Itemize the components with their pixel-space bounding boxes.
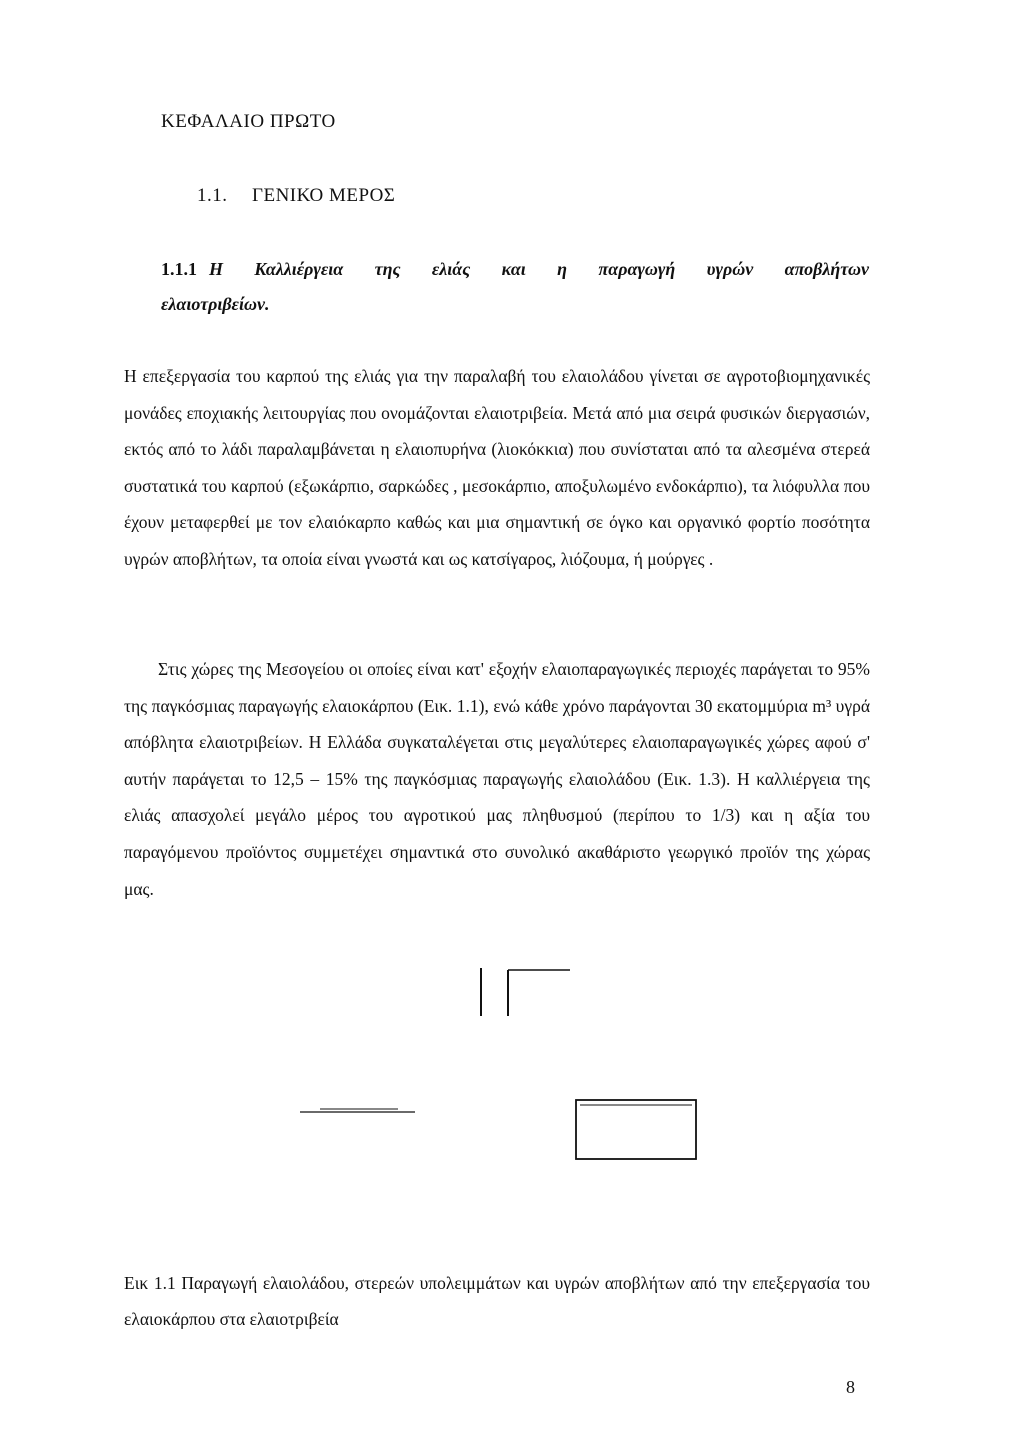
subsection-title-line1: Η Καλλιέργεια της ελιάς και η παραγωγή υγρών αποβλήτων	[209, 259, 869, 279]
paragraph-2: Στις χώρες της Μεσογείου οι οποίες είναι κατ' εξοχήν ελαιοπαραγωγικές περιοχές παράγεται το 95% της παγκόσμιας παραγωγής ελαιοκάρπου (Εικ. 1.1), ενώ κάθε χρόνο παράγονται 30 εκατομμύρια m³ υγρά απόβλητα ελαιοτριβείων. Η Ελλάδα συγκαταλέγεται στις μεγαλύτερες ελαιοπαραγωγικές χώρες αφού σ' αυτήν παράγεται το 12,5 – 15% της παγκόσμιας παραγωγής ελαιολάδου (Εικ. 1.3). Η καλλιέργεια της ελιάς απασχολεί μεγάλο μέρος του αγροτικού μας πληθυσμού (περίπου το 1/3) και η αξία του παραγόμενου προϊόντος συμμετέχει σημαντικά στο συνολικό ακαθάριστο γεωργικό προϊόν της χώρας μας.	[124, 659, 870, 899]
chapter-title: ΚΕΦΑΛΑΙΟ ΠΡΩΤΟ	[161, 111, 336, 132]
section-number: 1.1.	[197, 185, 228, 206]
subsection-title-line2: ελαιοτριβείων.	[161, 294, 270, 314]
section-heading	[197, 185, 395, 207]
subsection-heading	[161, 259, 869, 280]
paragraph-1: Η επεξεργασία του καρπού της ελιάς για την παραλαβή του ελαιολάδου γίνεται σε αγροτοβιομηχανικές μονάδες εποχιακής λειτουργίας που ονομάζονται ελαιοτριβεία. Μετά από μια σειρά φυσικών διεργασιών, εκτός από το λάδι παραλαμβάνεται η ελαιοπυρήνα (λιοκόκκια) που συνίσταται από τα αλεσμένα στερεά συστατικά του καρπού (εξωκάρπιο, σαρκώδες , μεσοκάρπιο, αποξυλωμένο ενδοκάρπιο), τα λιόφυλλα που έχουν μεταφερθεί με τον ελαιόκαρπο καθώς και μια σημαντική σε όγκο και οργανικό φορτίο ποσότητα υγρών αποβλήτων, τα οποία είναι γνωστά και ως κατσίγαρος, λιόζουμα, ή μούργες .	[124, 366, 870, 569]
figure-graphic	[280, 960, 720, 1170]
page-number: 8	[846, 1377, 855, 1397]
section-title: ΓΕΝΙΚΟ ΜΕΡΟΣ	[252, 185, 396, 206]
figure-image	[280, 960, 720, 1170]
subsection-number: 1.1.1	[161, 259, 197, 279]
figure-caption: Εικ 1.1 Παραγωγή ελαιολάδου, στερεών υπολειμμάτων και υγρών αποβλήτων από την επεξεργασία του ελαιοκάρπου στα ελαιοτριβεία	[124, 1273, 870, 1329]
